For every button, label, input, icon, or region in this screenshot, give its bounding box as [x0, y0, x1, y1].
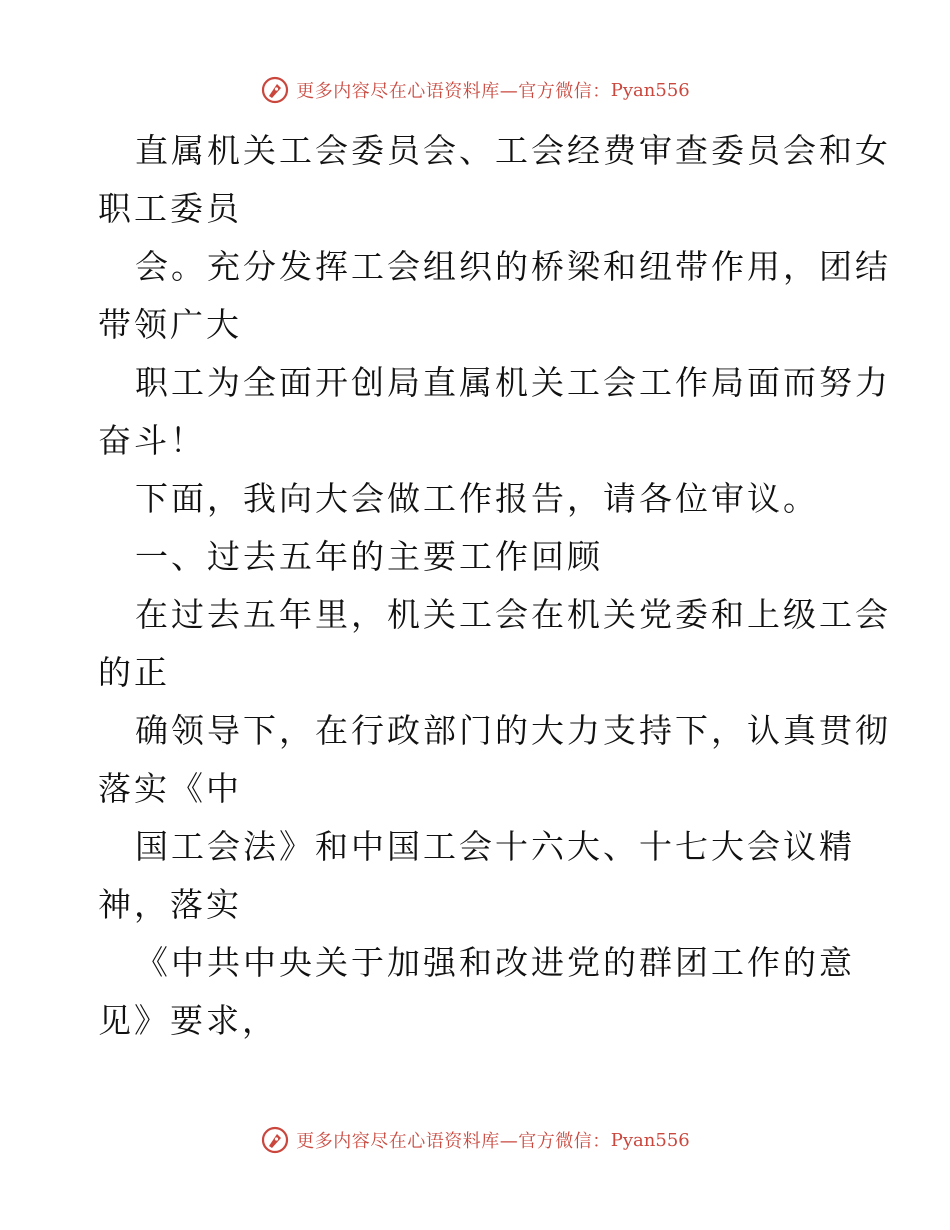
paragraph-line: 落实《中: [98, 769, 242, 808]
paragraph-line: 见》要求，: [98, 1001, 278, 1040]
section-heading: 一、过去五年的主要工作回顾: [135, 537, 603, 576]
paragraph-line: 神，落实: [98, 885, 242, 924]
watermark-wechat-id: Pyan556: [610, 79, 690, 101]
paragraph-line: 下面，我向大会做工作报告，请各位审议。: [135, 479, 819, 518]
footer-watermark: [0, 1120, 950, 1160]
watermark-wechat-id: Pyan556: [610, 1129, 690, 1151]
watermark-text: 更多内容尽在心语资料库—官方微信：: [296, 1131, 611, 1152]
paragraph-line: 职工委员: [98, 189, 242, 228]
watermark-text: 更多内容尽在心语资料库—官方微信：: [296, 81, 611, 102]
paragraph-line: 直属机关工会委员会、工会经费审查委员会和女: [135, 131, 891, 170]
paragraph-line: 确领导下，在行政部门的大力支持下，认真贯彻: [135, 711, 891, 750]
pen-nib-logo-icon: [260, 75, 290, 105]
header-watermark: [0, 70, 950, 110]
paragraph-line: 带领广大: [98, 305, 242, 344]
document-body: [98, 122, 891, 1050]
paragraph-line: 奋斗！: [98, 421, 206, 460]
pen-nib-logo-icon: [260, 1125, 290, 1155]
paragraph-line: 《中共中央关于加强和改进党的群团工作的意: [135, 943, 855, 982]
paragraph-line: 的正: [98, 653, 170, 692]
paragraph-line: 职工为全面开创局直属机关工会工作局面而努力: [135, 363, 891, 402]
paragraph-line: 会。充分发挥工会组织的桥梁和纽带作用，团结: [135, 247, 891, 286]
paragraph-line: 国工会法》和中国工会十六大、十七大会议精: [135, 827, 855, 866]
paragraph-line: 在过去五年里，机关工会在机关党委和上级工会: [135, 595, 891, 634]
